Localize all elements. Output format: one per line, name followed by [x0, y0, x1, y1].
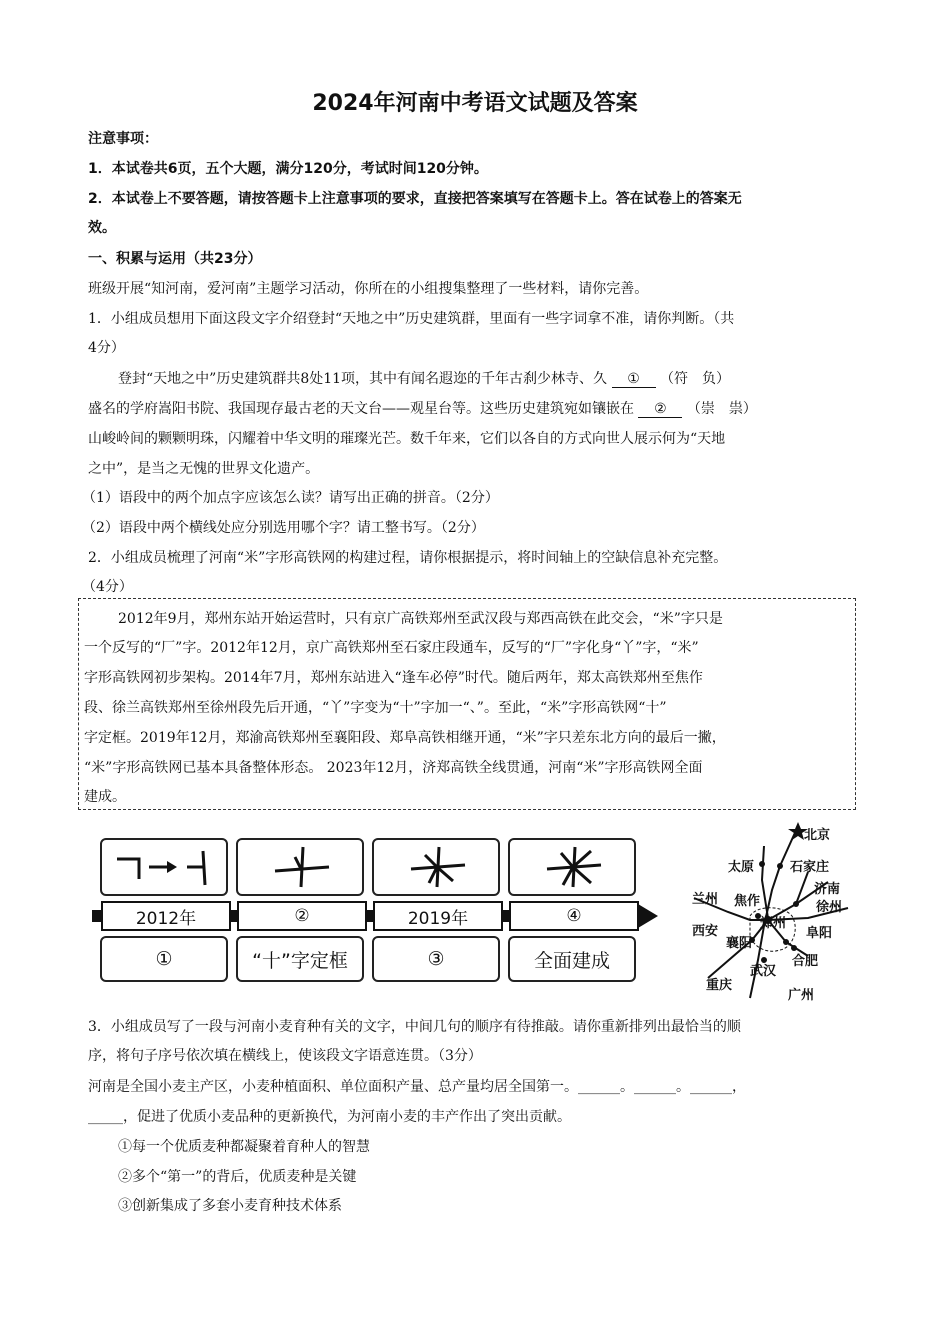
map-label-guangzhou: 广州 [788, 988, 815, 1003]
notice-item-1: 1．本试卷共6页，五个大题，满分120分，考试时间120分钟。 [88, 161, 488, 177]
timeline-label-1: 2012年 [135, 908, 197, 929]
glyph-box-2 [236, 838, 364, 896]
section-intro: 班级开展“知河南，爱河南”主题学习活动，你所在的小组搜集整理了一些材料，请你完善。 [88, 281, 649, 297]
map-label-zhengzhou: 郑州 [760, 916, 787, 931]
material-line-2: 一个反写的“厂”字。2012年12月，京广高铁郑州至石家庄段通车，反写的“厂”字化身“丫”字，“米” [84, 640, 699, 656]
timeline-label-4: ④ [566, 906, 582, 926]
timeline-label-2: ② [294, 906, 310, 926]
section-heading: 一、积累与运用（共23分） [88, 251, 262, 267]
map-label-jinan: 济南 [814, 882, 841, 897]
glyph-box-4 [508, 838, 636, 896]
blank-1: ① [612, 371, 656, 388]
material-line-3: 字形高铁网初步架构。2014年7月，郑州东站进入“逢车必停”时代。随后两年，郑太高铁郑州至焦作 [84, 670, 703, 686]
map-label-beijing: 北京 [804, 828, 831, 843]
passage-line-2 [88, 398, 757, 418]
map-label-hefei: 合肥 [792, 954, 819, 969]
map-label-wuhan: 武汉 [750, 964, 777, 979]
material-line-5: 字定框。2019年12月，郑渝高铁郑州至襄阳段、郑阜高铁相继开通，“米”字只差东北方向的最后一撇， [84, 730, 726, 746]
mi-glyph-icon [517, 843, 627, 891]
stage-box-4: 全面建成 [508, 936, 636, 982]
passage-line-4: 之中”，是当之无愧的世界文化遗产。 [88, 461, 320, 477]
material-line-1: 2012年9月，郑州东站开始运营时，只有京广高铁郑州至武汉段与郑西高铁在此交会，“米”字只是 [118, 611, 723, 627]
map-label-xian: 西安 [692, 924, 719, 939]
map-label-shijiazhuang: 石家庄 [790, 860, 830, 875]
map-label-lanzhou: 兰州 [692, 892, 719, 907]
material-line-4: 段、徐兰高铁郑州至徐州段先后开通，“丫”字变为“十”字加一“、”。至此，“米”字形高铁网“十” [84, 700, 667, 716]
option-3: ③创新集成了多套小麦育种技术体系 [118, 1198, 342, 1214]
notice-item-2: 2．本试卷上不要答题，请按答题卡上注意事项的要求，直接把答案填写在答题卡上。答在试卷上的答案无 [88, 191, 742, 207]
question-2-stem: 2．小组成员梳理了河南“米”字形高铁网的构建过程，请你根据提示，将时间轴上的空缺信息补充完整。 [88, 550, 728, 566]
choice-1: （符 负） [659, 371, 730, 387]
question-1-stem: 1．小组成员想用下面这段文字介绍登封“天地之中”历史建筑群，里面有一些字词拿不准，请你判断。（共 [88, 311, 735, 327]
passage-text: 盛名的学府嵩阳书院、我国现存最古老的天文台——观星台等。这些历史建筑宛如镶嵌在 [88, 401, 634, 417]
sub-question-1: （1）语段中的两个加点字应该怎么读？请写出正确的拼音。（2分） [82, 490, 499, 506]
timeline-label-3: 2019年 [407, 908, 469, 929]
question-3-stem: 3．小组成员写了一段与河南小麦育种有关的文字，中间几句的顺序有待推敲。请你重新排列出最恰当的顺 [88, 1019, 741, 1035]
blank-2: ② [638, 401, 682, 418]
stage-box-2: “十”字定框 [236, 936, 364, 982]
map-label-jiaozuo: 焦作 [734, 894, 761, 909]
map-label-xiangyang: 襄阳 [726, 936, 753, 951]
map-label-chongqing: 重庆 [706, 978, 733, 993]
passage-line-1 [118, 368, 730, 388]
option-1: ①每一个优质麦种都凝聚着育种人的智慧 [118, 1139, 370, 1155]
passage-line-3: 山峻岭间的颗颗明珠，闪耀着中华文明的璀璨光芒。数千年来，它们以各自的方式向世人展示何为“天地 [88, 431, 726, 447]
notice-heading: 注意事项： [88, 131, 158, 147]
glyph-box-3 [372, 838, 500, 896]
stage-box-3: ③ [372, 936, 500, 982]
cross-glyph-icon [245, 843, 355, 891]
choice-2: （崇 祟） [686, 401, 757, 417]
question-1-stem-cont: 4分） [88, 340, 125, 356]
question-3-text: 河南是全国小麦主产区，小麦种植面积、单位面积产量、总产量均居全国第一。______。______。______， [88, 1079, 746, 1095]
map-label-taiyuan: 太原 [728, 860, 755, 875]
reversed-chang-glyph-icon [109, 845, 219, 889]
material-line-6: “米”字形高铁网已基本具备整体形态。 2023年12月，济郑高铁全线贯通，河南“米”字形高铁网全面 [84, 760, 703, 776]
option-2: ②多个“第一”的背后，优质麦种是关键 [118, 1169, 357, 1185]
partial-mi-glyph-icon [381, 843, 491, 891]
question-2-stem-cont: （4分） [82, 579, 133, 595]
map-label-xuzhou: 徐州 [816, 900, 843, 915]
passage-text: 登封“天地之中”历史建筑群共8处11项，其中有闻名遐迩的千年古刹少林寺、久 [118, 371, 608, 387]
sub-question-2: （2）语段中两个横线处应分别选用哪个字？请工整书写。（2分） [82, 520, 485, 536]
question-3-text-cont: _____，促进了优质小麦品种的更新换代，为河南小麦的丰产作出了突出贡献。 [88, 1109, 571, 1125]
question-3-stem-cont: 序，将句子序号依次填在横线上，使该段文字语意连贯。（3分） [88, 1048, 482, 1064]
notice-item-2-cont: 效。 [88, 220, 116, 236]
page-title: 2024年河南中考语文试题及答案 [312, 91, 638, 116]
map-label-fuyang: 阜阳 [806, 926, 833, 941]
material-line-7: 建成。 [84, 789, 126, 805]
glyph-box-1 [100, 838, 228, 896]
stage-box-1: ① [100, 936, 228, 982]
